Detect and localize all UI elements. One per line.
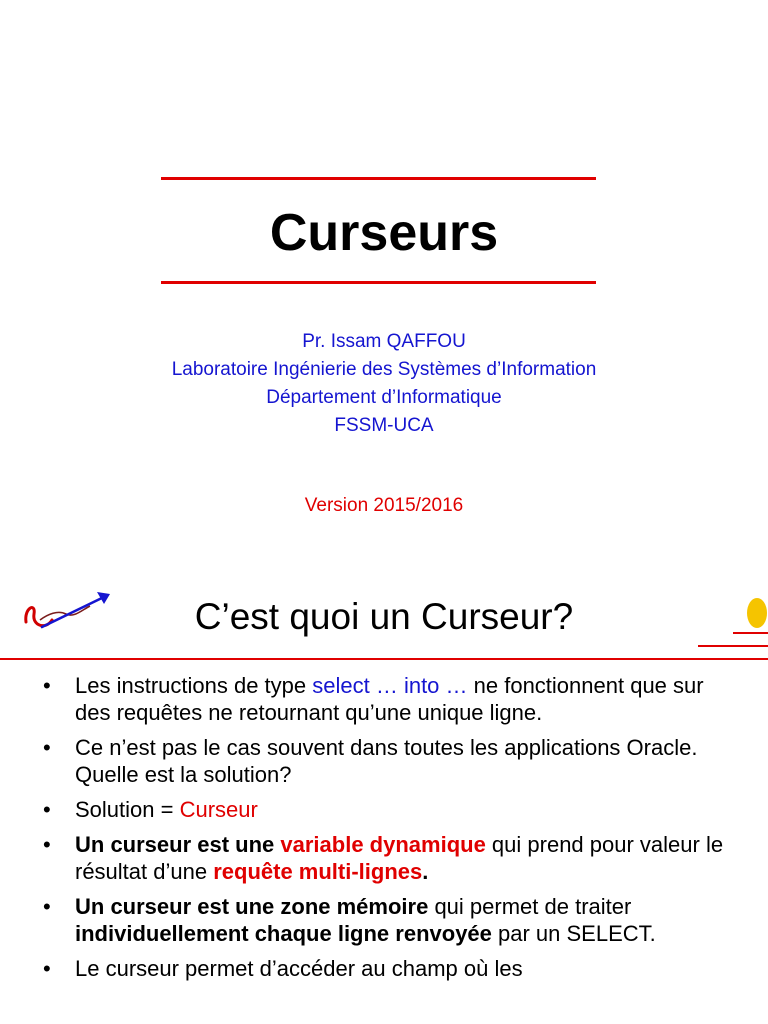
content-slide	[0, 560, 768, 1024]
author-name: Pr. Issam QAFFOU	[302, 331, 466, 352]
bullet-text: ne fonctionnent que sur des requêtes ne retournant qu’une unique ligne.	[75, 673, 704, 725]
author-department: Département d’Informatique	[266, 387, 502, 408]
bullet-text: par un SELECT.	[491, 921, 656, 946]
bullet-text: qui prend pour valeur le résultat d’une	[75, 832, 724, 884]
bullet-list	[43, 672, 743, 990]
decor-dot	[747, 598, 767, 628]
version-label: Version 2015/2016	[304, 495, 464, 516]
highlight-text: Curseur	[179, 797, 258, 822]
bullet-item	[43, 796, 743, 823]
bold-text: .	[422, 859, 429, 884]
bullet-text: Les instructions de type	[75, 673, 313, 698]
bullet-item	[43, 734, 743, 788]
author-lab: Laboratoire Ingénierie des Systèmes d’Information	[171, 359, 597, 380]
content-slide-title: C’est quoi un Curseur?	[194, 596, 574, 637]
bullet-item	[43, 893, 743, 947]
bullet-text: Ce n’est pas le cas souvent dans toutes les applications Oracle. Quelle est la solution?	[75, 735, 698, 787]
bold-text: Un curseur est une	[75, 832, 281, 857]
author-school: FSSM-UCA	[334, 415, 434, 436]
bullet-item	[43, 672, 743, 726]
title-rule	[0, 658, 768, 660]
slide-title: Curseurs	[269, 204, 499, 262]
decor-line	[733, 632, 768, 634]
title-top-rule	[161, 177, 596, 180]
bullet-text: qui permet de traiter	[428, 894, 632, 919]
title-bottom-rule	[161, 281, 596, 284]
highlight-text: variable dynamique	[280, 832, 486, 857]
code-snippet: select … into …	[312, 673, 468, 698]
bold-text: Un curseur est une zone mémoire	[75, 894, 429, 919]
author-block	[0, 328, 768, 440]
bullet-text: Le curseur permet d’accéder au champ où les	[75, 956, 523, 981]
bullet-item	[43, 955, 743, 982]
bold-text: individuellement chaque ligne renvoyée	[75, 921, 492, 946]
bullet-text: Solution =	[75, 797, 180, 822]
bullet-item	[43, 831, 743, 885]
highlight-text: requête multi-lignes	[213, 859, 423, 884]
decor-line	[698, 645, 768, 647]
